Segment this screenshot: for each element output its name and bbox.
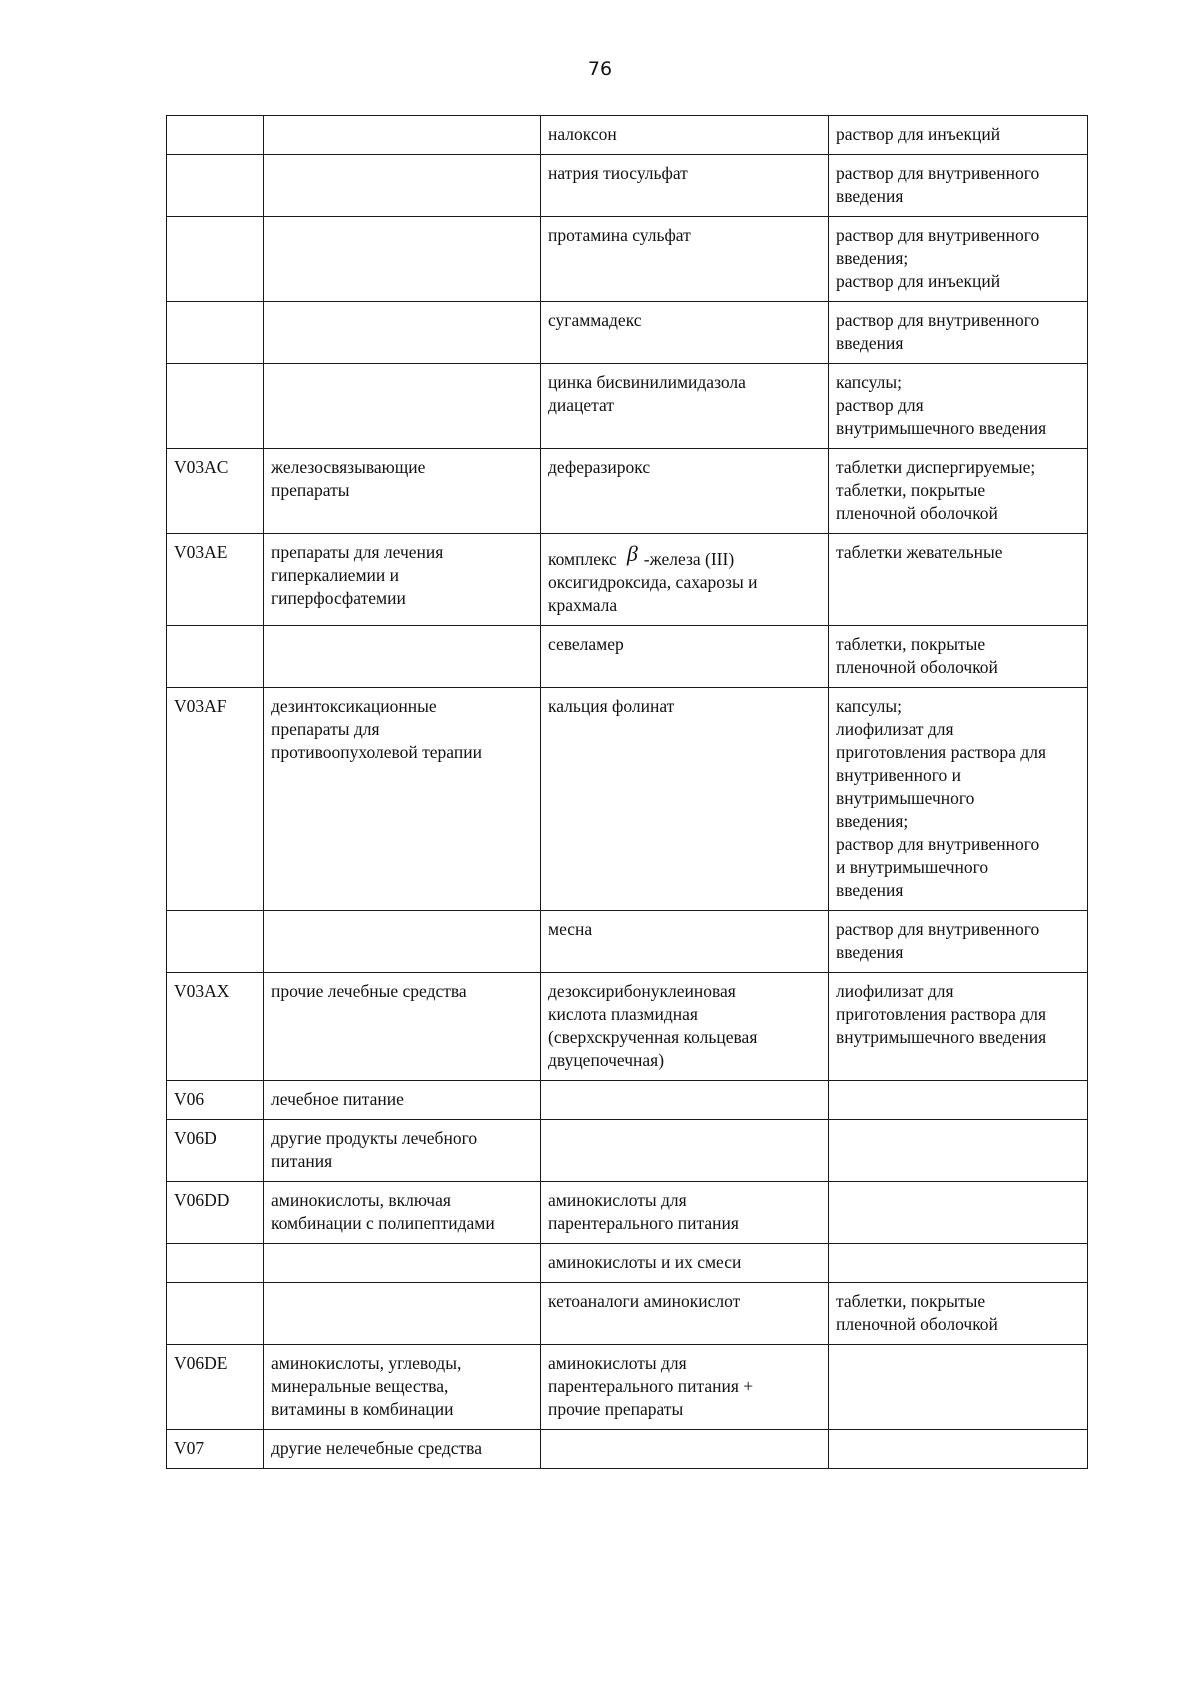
page-number: 76 — [587, 58, 613, 80]
table-row — [167, 973, 1088, 1081]
atc-code-cell — [167, 155, 264, 217]
drug-cell: аминокислоты для парентерального питания — [541, 1182, 829, 1244]
group-cell — [264, 364, 541, 449]
atc-code-cell: V03AF — [167, 688, 264, 911]
table-row — [167, 449, 1088, 534]
table-row — [167, 302, 1088, 364]
group-cell: другие продукты лечебного питания — [264, 1120, 541, 1182]
table-row — [167, 1283, 1088, 1345]
atc-code-cell: V03AE — [167, 534, 264, 626]
table-row — [167, 1182, 1088, 1244]
form-cell — [829, 1120, 1088, 1182]
form-cell: капсулы; раствор для внутримышечного введения — [829, 364, 1088, 449]
table-row — [167, 911, 1088, 973]
group-cell: аминокислоты, углеводы, минеральные вещества, витамины в комбинации — [264, 1345, 541, 1430]
group-cell — [264, 1283, 541, 1345]
atc-code-cell — [167, 911, 264, 973]
table-row — [167, 1120, 1088, 1182]
drug-cell: аминокислоты и их смеси — [541, 1244, 829, 1283]
drug-cell: цинка бисвинилимидазола диацетат — [541, 364, 829, 449]
form-cell — [829, 1081, 1088, 1120]
form-cell: капсулы; лиофилизат для приготовления раствора для внутривенного и внутримышечного введения; раствор для внутривенного и внутримышечного введения — [829, 688, 1088, 911]
beta-symbol: β — [626, 541, 638, 566]
table-row — [167, 688, 1088, 911]
drug-cell — [541, 1081, 829, 1120]
table-row — [167, 155, 1088, 217]
form-cell: раствор для инъекций — [829, 116, 1088, 155]
atc-code-cell — [167, 116, 264, 155]
atc-code-cell: V03AC — [167, 449, 264, 534]
table-row — [167, 364, 1088, 449]
group-cell — [264, 217, 541, 302]
form-cell: раствор для внутривенного введения — [829, 911, 1088, 973]
atc-code-cell: V06DD — [167, 1182, 264, 1244]
table-row — [167, 534, 1088, 626]
group-cell — [264, 116, 541, 155]
drug-cell: аминокислоты для парентерального питания + прочие препараты — [541, 1345, 829, 1430]
drug-cell: натрия тиосульфат — [541, 155, 829, 217]
drug-cell: деферазирокс — [541, 449, 829, 534]
drug-cell: кетоаналоги аминокислот — [541, 1283, 829, 1345]
form-cell: таблетки, покрытые пленочной оболочкой — [829, 626, 1088, 688]
table-row — [167, 626, 1088, 688]
form-cell: таблетки, покрытые пленочной оболочкой — [829, 1283, 1088, 1345]
form-cell: таблетки диспергируемые; таблетки, покрытые пленочной оболочкой — [829, 449, 1088, 534]
drug-cell: протамина сульфат — [541, 217, 829, 302]
atc-code-cell: V06D — [167, 1120, 264, 1182]
group-cell: аминокислоты, включая комбинации с полипептидами — [264, 1182, 541, 1244]
atc-code-cell — [167, 364, 264, 449]
form-cell: лиофилизат для приготовления раствора для внутримышечного введения — [829, 973, 1088, 1081]
drug-cell: месна — [541, 911, 829, 973]
atc-code-cell: V06DE — [167, 1345, 264, 1430]
atc-code-cell — [167, 302, 264, 364]
atc-code-cell: V03AX — [167, 973, 264, 1081]
table-row — [167, 1244, 1088, 1283]
atc-code-cell — [167, 1244, 264, 1283]
group-cell — [264, 302, 541, 364]
group-cell: железосвязывающие препараты — [264, 449, 541, 534]
table-row — [167, 1081, 1088, 1120]
drug-cell: кальция фолинат — [541, 688, 829, 911]
form-cell: таблетки жевательные — [829, 534, 1088, 626]
drug-table — [166, 115, 1088, 1469]
drug-cell: севеламер — [541, 626, 829, 688]
table-row — [167, 116, 1088, 155]
form-cell: раствор для внутривенного введения — [829, 302, 1088, 364]
group-cell: лечебное питание — [264, 1081, 541, 1120]
atc-code-cell — [167, 217, 264, 302]
group-cell: препараты для лечения гиперкалиемии и гиперфосфатемии — [264, 534, 541, 626]
form-cell: раствор для внутривенного введения; раствор для инъекций — [829, 217, 1088, 302]
drug-cell — [541, 534, 829, 626]
group-cell — [264, 626, 541, 688]
table-row — [167, 217, 1088, 302]
drug-cell: дезоксирибонуклеиновая кислота плазмидная (сверхскрученная кольцевая двуцепочечная) — [541, 973, 829, 1081]
atc-code-cell — [167, 626, 264, 688]
drug-name-prefix: комплекс — [548, 549, 617, 569]
drug-name-suffix: -железа (III) оксигидроксида, сахарозы и крахмала — [548, 549, 758, 615]
drug-cell: налоксон — [541, 116, 829, 155]
form-cell — [829, 1345, 1088, 1430]
group-cell — [264, 155, 541, 217]
group-cell: другие нелечебные средства — [264, 1430, 541, 1469]
drug-cell — [541, 1430, 829, 1469]
group-cell: прочие лечебные средства — [264, 973, 541, 1081]
group-cell — [264, 911, 541, 973]
table-row — [167, 1430, 1088, 1469]
group-cell — [264, 1244, 541, 1283]
atc-code-cell: V07 — [167, 1430, 264, 1469]
form-cell: раствор для внутривенного введения — [829, 155, 1088, 217]
drug-cell — [541, 1120, 829, 1182]
form-cell — [829, 1244, 1088, 1283]
atc-code-cell: V06 — [167, 1081, 264, 1120]
group-cell: дезинтоксикационные препараты для противоопухолевой терапии — [264, 688, 541, 911]
atc-code-cell — [167, 1283, 264, 1345]
form-cell — [829, 1182, 1088, 1244]
table-row — [167, 1345, 1088, 1430]
form-cell — [829, 1430, 1088, 1469]
drug-cell: сугаммадекс — [541, 302, 829, 364]
